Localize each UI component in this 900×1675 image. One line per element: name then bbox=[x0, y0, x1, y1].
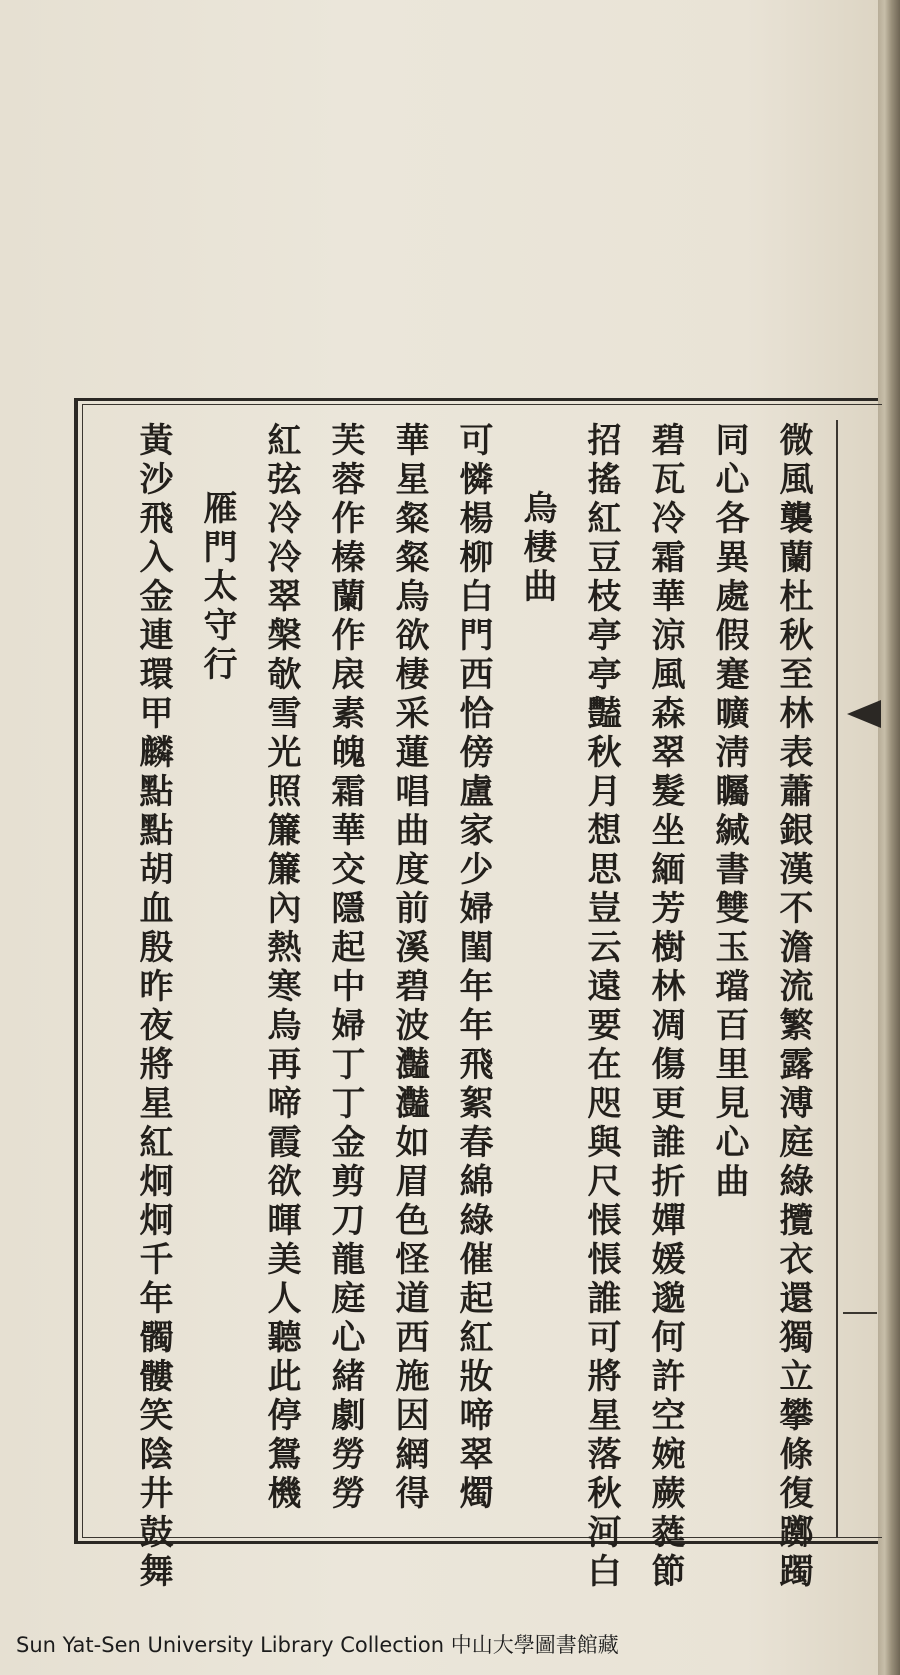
margin-tick bbox=[843, 1312, 877, 1314]
text-column-6: 可憐楊柳白門西恰傍盧家少婦閨年年飛絮春綿綠催起紅妝啼翠燭 bbox=[453, 422, 493, 1514]
text-column-3: 碧瓦冷霜華涼風森翠髮坐緬芳樹林凋傷更誰折嬋媛邈何許空婉蕨蕤節 bbox=[645, 422, 685, 1592]
library-watermark: Sun Yat-Sen University Library Collection 中山大學圖書館藏 bbox=[16, 1633, 619, 1657]
text-column-1: 微風襲蘭杜秋至林表蕭銀漢不澹流繁露溥庭綠攬衣還獨立攀條復躑躅 bbox=[773, 422, 813, 1592]
margin-rule bbox=[836, 420, 838, 1538]
fishtail-mark bbox=[847, 700, 881, 728]
text-column-9: 紅弦冷冷翠槃欹雪光照簾簾內熱寒烏再啼霞欲暉美人聽此停鴛機 bbox=[261, 422, 301, 1514]
text-column-7: 華星粲粲烏欲棲采蓮唱曲度前溪碧波灎灎如眉色怪道西施因網得 bbox=[389, 422, 429, 1514]
text-column-4: 招搖紅豆枝亭亭豔秋月想思豈云遠要在咫與尺悵悵誰可將星落秋河白 bbox=[581, 422, 621, 1592]
text-column-8: 芙蓉作榛蘭作扆素魄霜華交隱起中婦丁丁金剪刀龍庭心緒劇勞勞 bbox=[325, 422, 365, 1514]
poem-title-wuqiqu: 烏棲曲 bbox=[517, 490, 557, 607]
poem-title-yanmen: 雁門太守行 bbox=[197, 490, 237, 685]
text-column-2: 同心各異處假蹇曠淸矚緘書雙玉璫百里見心曲 bbox=[709, 422, 749, 1202]
text-column-11: 黃沙飛入金連環甲麟點點胡血殷昨夜將星紅炯炯千年髑髏笑陰井鼓舞 bbox=[133, 422, 173, 1592]
